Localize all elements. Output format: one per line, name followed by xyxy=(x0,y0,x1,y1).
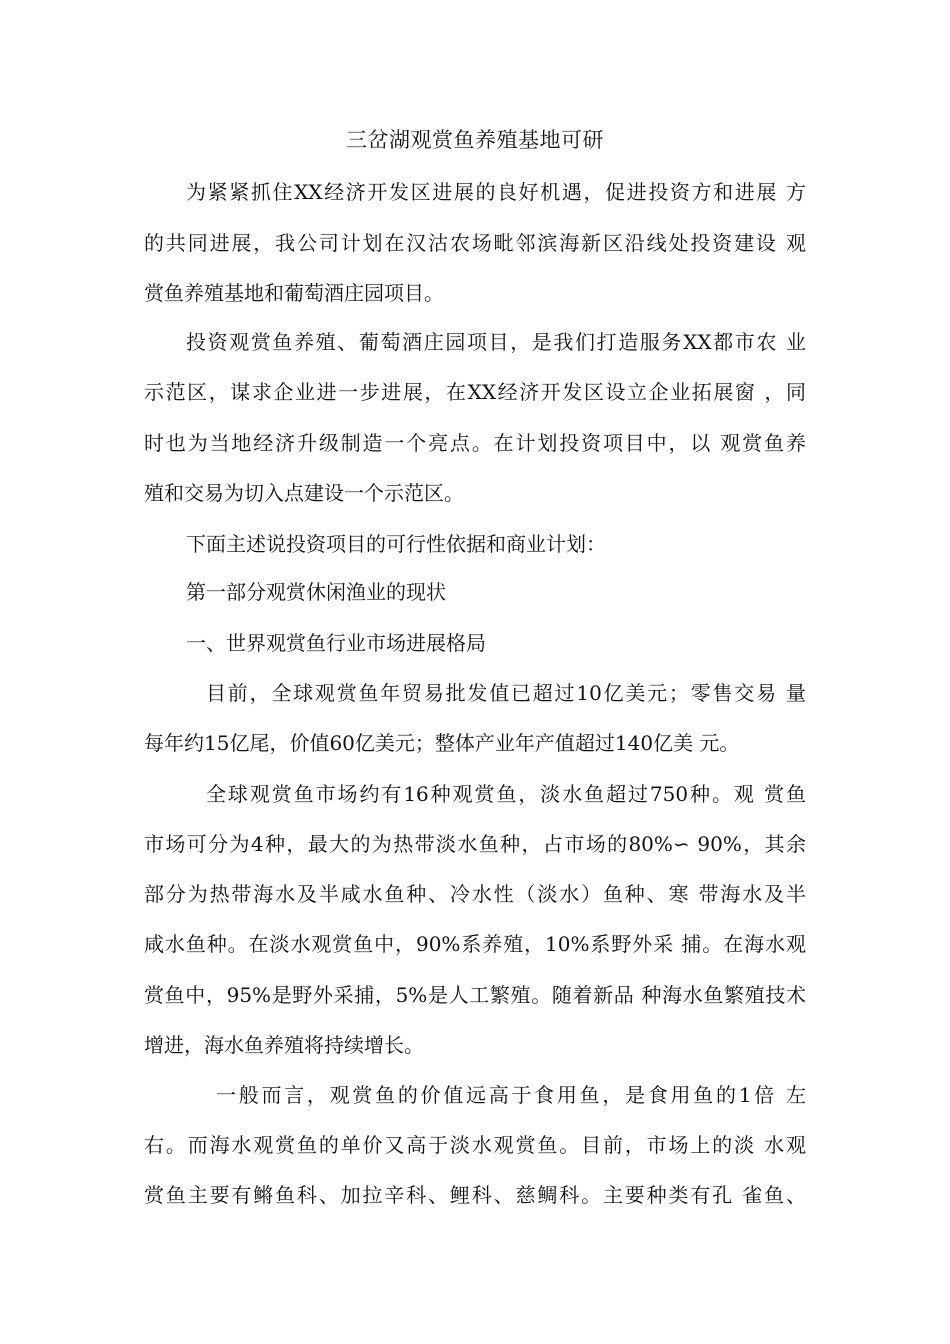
paragraph-line: 市场可分为4种，最大的为热带淡水鱼种，占市场的80%∽ 90%，其余 xyxy=(144,832,806,856)
paragraph-line: 一般而言，观赏鱼的价值远高于食用鱼，是食用鱼的1倍 左 xyxy=(216,1083,806,1107)
paragraph-line: 的共同进展，我公司计划在汉沽农场毗邻滨海新区沿线处投资建设 观 xyxy=(144,231,806,255)
paragraph-line: 赏鱼主要有鳉鱼科、加拉辛科、鲤科、慈鲷科。主要种类有孔 雀鱼、 xyxy=(144,1183,806,1207)
section-heading: 第一部分观赏休闲渔业的现状 xyxy=(186,580,446,604)
paragraph-line: 为紧紧抓住XX经济开发区进展的良好机遇，促进投资方和进展 方 xyxy=(186,180,806,204)
paragraph-line: 目前，全球观赏鱼年贸易批发值已超过10亿美元；零售交易 量 xyxy=(206,681,806,705)
paragraph-line: 部分为热带海水及半咸水鱼种、冷水性（淡水）鱼种、寒 带海水及半 xyxy=(144,882,806,906)
document-title: 三岔湖观赏鱼养殖基地可研 xyxy=(346,128,604,152)
paragraph-line: 增进，海水鱼养殖将持续增长。 xyxy=(144,1033,424,1057)
paragraph-line: 下面主述说投资项目的可行性依据和商业计划： xyxy=(186,532,606,556)
paragraph-line: 投资观赏鱼养殖、葡萄酒庄园项目，是我们打造服务XX都市农 业 xyxy=(186,330,806,354)
paragraph-line: 赏鱼养殖基地和葡萄酒庄园项目。 xyxy=(144,281,444,305)
paragraph-line: 咸水鱼种。在淡水观赏鱼中，90%系养殖，10%系野外采 捕。在海水观 xyxy=(144,932,806,956)
paragraph-line: 右。而海水观赏鱼的单价又高于淡水观赏鱼。目前，市场上的淡 水观 xyxy=(144,1133,806,1157)
paragraph-line: 时也为当地经济升级制造一个亮点。在计划投资项目中，以 观赏鱼养 xyxy=(144,431,806,455)
subsection-heading: 一、世界观赏鱼行业市场进展格局 xyxy=(186,631,486,655)
paragraph-line: 赏鱼中，95%是野外采捕，5%是人工繁殖。随着新品 种海水鱼繁殖技术 xyxy=(144,983,806,1007)
paragraph-line: 殖和交易为切入点建设一个示范区。 xyxy=(144,481,464,505)
paragraph-line: 每年约15亿尾，价值60亿美元；整体产业年产值超过140亿美 元。 xyxy=(144,731,740,755)
paragraph-line: 全球观赏鱼市场约有16种观赏鱼，淡水鱼超过750种。观 赏鱼 xyxy=(206,782,806,806)
paragraph-line: 示范区，谋求企业进一步进展，在XX经济开发区设立企业拓展窗 ，同 xyxy=(144,380,806,404)
